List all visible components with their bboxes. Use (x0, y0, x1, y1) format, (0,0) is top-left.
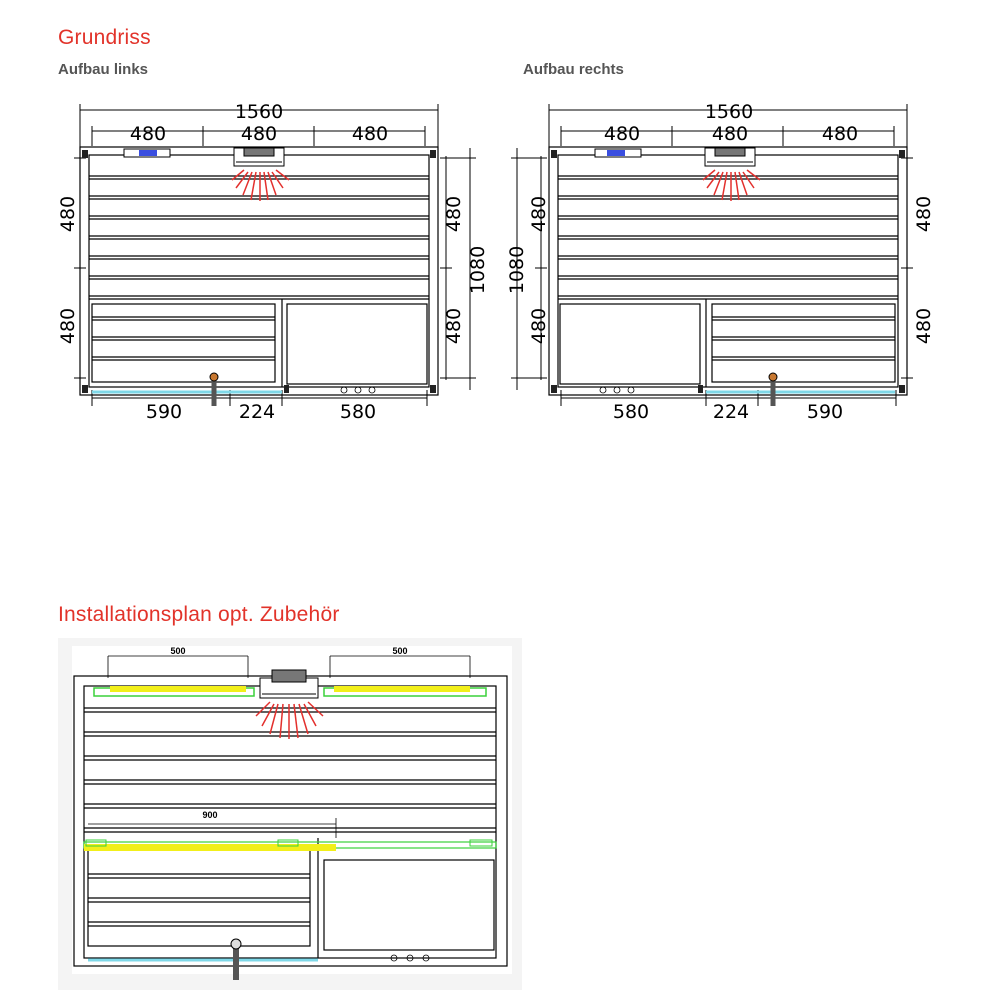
door-handle-icon (210, 373, 218, 406)
cabin-walls (549, 147, 907, 395)
dim-bottom-segment-1: 580 (612, 401, 650, 423)
dim-right-upper: 480 (913, 195, 935, 233)
dim-bench-light: 900 (202, 810, 218, 820)
dim-left-lower: 480 (528, 307, 550, 345)
dim-top-segment-1: 480 (129, 123, 167, 145)
dim-top-segment-2: 480 (240, 123, 278, 145)
vent-icon (595, 149, 641, 157)
dim-bottom-segment-3: 580 (339, 401, 377, 423)
dim-right-lower: 480 (913, 307, 935, 345)
dim-bottom-segment-3: 590 (806, 401, 844, 423)
right-floor-plan (469, 90, 969, 520)
dim-total-depth: 1080 (467, 245, 489, 295)
dim-right-upper: 480 (443, 195, 465, 233)
dim-left-upper: 480 (528, 195, 550, 233)
dim-top-segment-3: 480 (351, 123, 389, 145)
door-handle-icon (769, 373, 777, 406)
heater-icon (234, 148, 284, 166)
dim-bottom-segment-2: 224 (238, 401, 276, 423)
dim-left-upper: 480 (57, 195, 79, 233)
dim-top-segment-2: 480 (711, 123, 749, 145)
left-setup-label: Aufbau links (58, 61, 149, 78)
dim-bottom-segment-2: 224 (712, 401, 750, 423)
cabin-walls (80, 147, 438, 395)
dim-bottom-segment-1: 590 (145, 401, 183, 423)
dim-total-width: 1560 (704, 101, 754, 123)
dim-top-segment-1: 480 (603, 123, 641, 145)
heater-icon (705, 148, 755, 166)
dim-light-left: 500 (170, 646, 186, 656)
vent-icon (124, 149, 170, 157)
dim-total-depth: 1080 (506, 245, 528, 295)
dim-right-lower: 480 (443, 307, 465, 345)
right-setup-label: Aufbau rechts (523, 61, 624, 78)
dim-left-lower: 480 (57, 307, 79, 345)
dim-total-width: 1560 (234, 101, 284, 123)
dim-light-right: 500 (392, 646, 408, 656)
installation-plan (58, 638, 528, 998)
installation-heading: Installationsplan opt. Zubehör (58, 603, 340, 626)
dim-top-segment-3: 480 (821, 123, 859, 145)
left-floor-plan (0, 90, 500, 520)
floor-plan-heading: Grundriss (58, 26, 151, 49)
